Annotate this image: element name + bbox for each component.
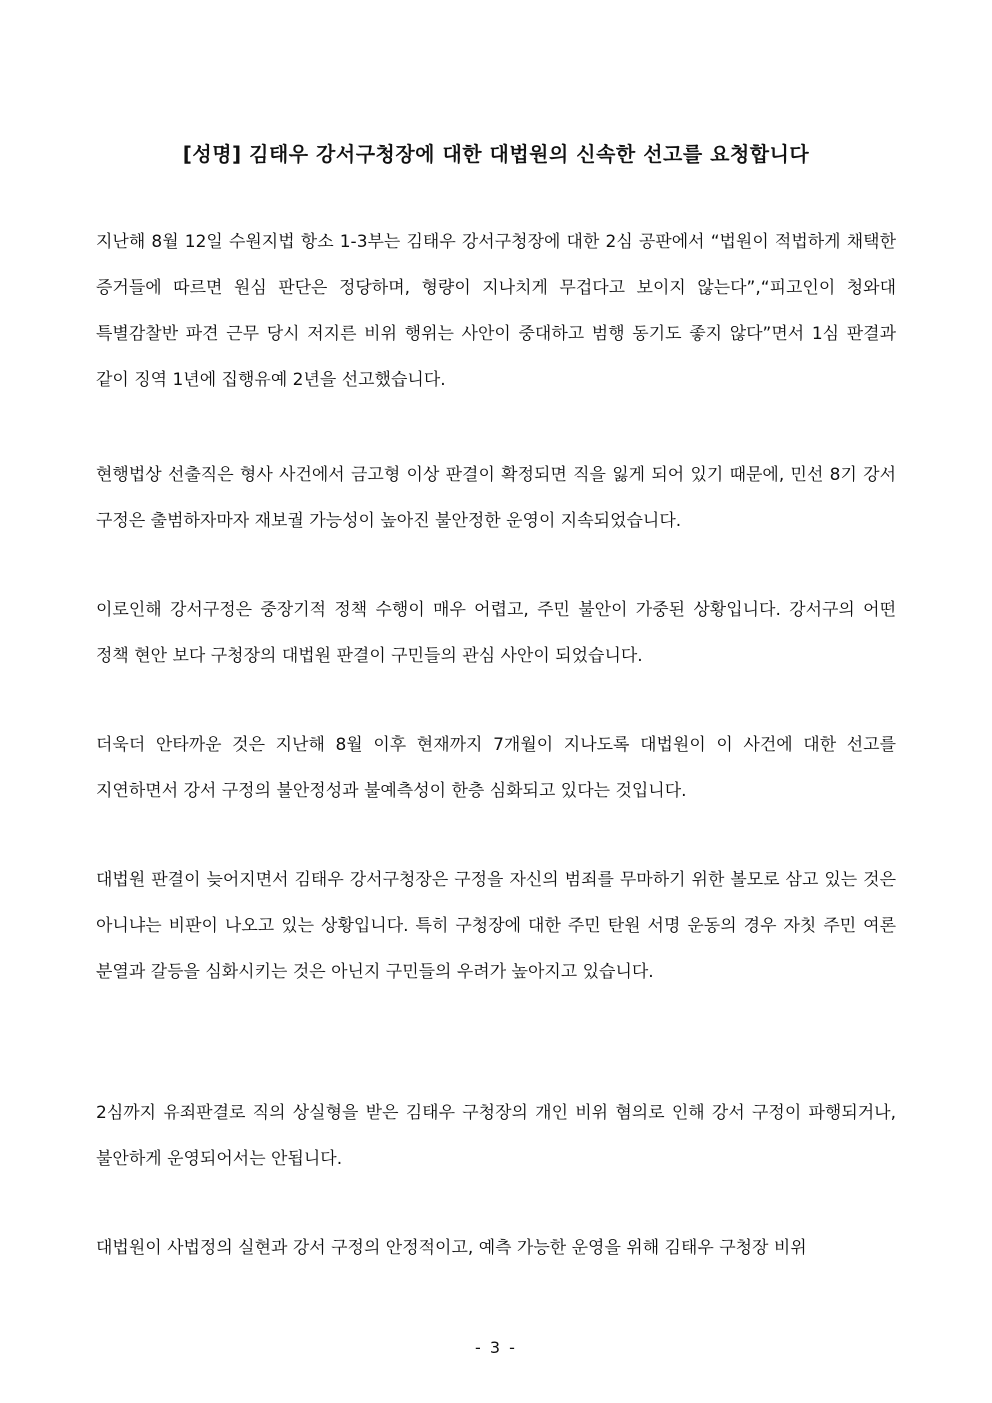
- paragraph-7: 대법원이 사법정의 실현과 강서 구정의 안정적이고, 예측 가능한 운영을 위해 김태우 구청장 비위: [96, 1238, 807, 1258]
- paragraph-4: 더욱더 안타까운 것은 지난해 8월 이후 현재까지 7개월이 지나도록 대법원이 이 사건에 대한 선고를 지연하면서 강서 구정의 불안정성과 불예측성이 한층 심화되고 있다는 것입니다.: [96, 735, 896, 801]
- paragraph-5: 대법원 판결이 늦어지면서 김태우 강서구청장은 구정을 자신의 범죄를 무마하기 위한 볼모로 삼고 있는 것은 아니냐는 비판이 나오고 있는 상황입니다. 특히 구청장에 대한 주민 탄원 서명 운동의 경우 자칫 주민 여론 분열과 갈등을 심화시키는 것은 아닌지 구민들의 우려가 높아지고 있습니다.: [96, 870, 896, 982]
- paragraph-1: 지난해 8월 12일 수원지법 항소 1-3부는 김태우 강서구청장에 대한 2심 공판에서 “법원이 적법하게 채택한 증거들에 따르면 원심 판단은 정당하며, 형량이 지나치게 무겁다고 보이지 않는다”,“피고인이 청와대 특별감찰반 파견 근무 당시 저지른 비위 행위는 사안이 중대하고 범행 동기도 좋지 않다”면서 1심 판결과 같이 징역 1년에 집행유예 2년을 선고했습니다.: [96, 232, 896, 390]
- document-title: [성명] 김태우 강서구청장에 대한 대법원의 신속한 선고를 요청합니다: [182, 142, 810, 166]
- page-number: - 3 -: [475, 1338, 517, 1357]
- paragraph-2: 현행법상 선출직은 형사 사건에서 금고형 이상 판결이 확정되면 직을 잃게 되어 있기 때문에, 민선 8기 강서 구정은 출범하자마자 재보궐 가능성이 높아진 불안정한 운영이 지속되었습니다.: [96, 465, 896, 531]
- paragraph-3: 이로인해 강서구정은 중장기적 정책 수행이 매우 어렵고, 주민 불안이 가중된 상황입니다. 강서구의 어떤 정책 현안 보다 구청장의 대법원 판결이 구민들의 관심 사안이 되었습니다.: [96, 600, 896, 666]
- paragraph-6: 2심까지 유죄판결로 직의 상실형을 받은 김태우 구청장의 개인 비위 혐의로 인해 강서 구정이 파행되거나, 불안하게 운영되어서는 안됩니다.: [96, 1103, 896, 1169]
